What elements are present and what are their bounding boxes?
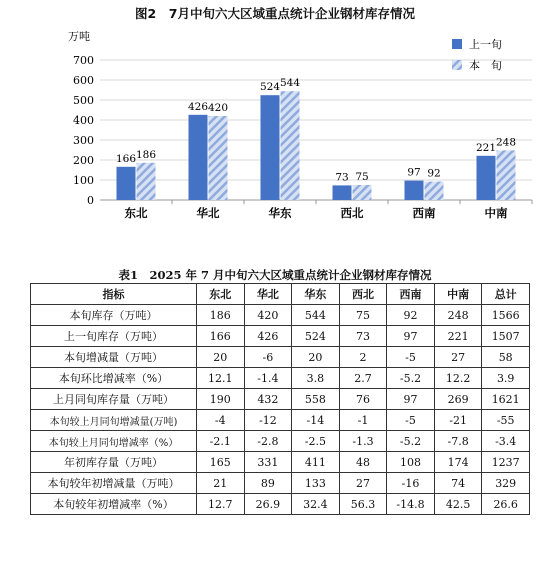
cell-value: 174 bbox=[434, 452, 482, 473]
data-label: 420 bbox=[207, 102, 229, 114]
cell-value: 75 bbox=[339, 305, 387, 326]
cell-value: -12 bbox=[244, 410, 292, 431]
cell-value: 21 bbox=[197, 473, 245, 494]
cell-value: 133 bbox=[292, 473, 340, 494]
table-row bbox=[31, 368, 530, 389]
data-label: 186 bbox=[135, 148, 157, 161]
legend-label-prev: 上一旬 bbox=[469, 38, 502, 51]
row-label: 上月同旬库存量（万吨） bbox=[31, 389, 197, 410]
table-row bbox=[31, 473, 530, 494]
data-label: 544 bbox=[279, 77, 301, 90]
data-label: 426 bbox=[187, 100, 209, 113]
row-label: 本旬环比增减率（%） bbox=[31, 368, 197, 389]
x-tick-label: 东北 bbox=[124, 206, 148, 220]
cell-value: 58 bbox=[482, 347, 530, 368]
cell-value: 3.8 bbox=[292, 368, 340, 389]
cell-value: 74 bbox=[434, 473, 482, 494]
cell-value: 26.6 bbox=[482, 494, 530, 515]
data-label: 248 bbox=[495, 136, 517, 149]
legend-swatch-prev bbox=[452, 39, 462, 49]
cell-value: 42.5 bbox=[434, 494, 482, 515]
legend-swatch-curr bbox=[452, 60, 462, 70]
data-label: 166 bbox=[115, 152, 137, 165]
cell-value: 48 bbox=[339, 452, 387, 473]
cell-value: -14.8 bbox=[387, 494, 435, 515]
cell-value: 12.7 bbox=[197, 494, 245, 515]
cell-value: 544 bbox=[292, 305, 340, 326]
cell-value: 166 bbox=[197, 326, 245, 347]
table-row bbox=[31, 494, 530, 515]
cell-value: 27 bbox=[339, 473, 387, 494]
cell-value: -1.4 bbox=[244, 368, 292, 389]
column-header: 华北 bbox=[244, 284, 292, 305]
cell-value: -1 bbox=[339, 410, 387, 431]
column-header: 指标 bbox=[31, 284, 197, 305]
column-header: 总计 bbox=[482, 284, 530, 305]
figure-title: 图2 7月中旬六大区域重点统计企业钢材库存情况 bbox=[135, 6, 415, 21]
row-label: 上一旬库存（万吨） bbox=[31, 326, 197, 347]
cell-value: 97 bbox=[387, 389, 435, 410]
column-header: 西南 bbox=[387, 284, 435, 305]
cell-value: -5 bbox=[387, 347, 435, 368]
cell-value: 20 bbox=[292, 347, 340, 368]
cell-value: 186 bbox=[197, 305, 245, 326]
x-tick-label: 华北 bbox=[196, 206, 220, 220]
x-tick-label: 华东 bbox=[268, 206, 292, 220]
cell-value: -5.2 bbox=[387, 431, 435, 452]
row-label: 本旬较年初增减量（万吨） bbox=[31, 473, 197, 494]
cell-value: -1.3 bbox=[339, 431, 387, 452]
cell-value: 432 bbox=[244, 389, 292, 410]
column-header: 华东 bbox=[292, 284, 340, 305]
cell-value: 426 bbox=[244, 326, 292, 347]
cell-value: -4 bbox=[197, 410, 245, 431]
table-row bbox=[31, 431, 530, 452]
cell-value: 190 bbox=[197, 389, 245, 410]
table-row bbox=[31, 410, 530, 431]
cell-value: 1566 bbox=[482, 305, 530, 326]
cell-value: 331 bbox=[244, 452, 292, 473]
cell-value: 1621 bbox=[482, 389, 530, 410]
table-title: 表1 2025 年 7 月中旬六大区域重点统计企业钢材库存情况 bbox=[118, 268, 432, 282]
cell-value: 248 bbox=[434, 305, 482, 326]
cell-value: -6 bbox=[244, 347, 292, 368]
column-header: 东北 bbox=[197, 284, 245, 305]
cell-value: 420 bbox=[244, 305, 292, 326]
cell-value: 2.7 bbox=[339, 368, 387, 389]
y-tick-label: 600 bbox=[73, 74, 94, 87]
row-label: 年初库存量（万吨） bbox=[31, 452, 197, 473]
cell-value: -21 bbox=[434, 410, 482, 431]
y-tick-label: 0 bbox=[87, 194, 94, 207]
cell-value: 12.1 bbox=[197, 368, 245, 389]
bar-prev bbox=[261, 95, 280, 200]
data-label: 75 bbox=[355, 171, 369, 183]
cell-value: 108 bbox=[387, 452, 435, 473]
cell-value: 558 bbox=[292, 389, 340, 410]
cell-value: -7.8 bbox=[434, 431, 482, 452]
cell-value: 1507 bbox=[482, 326, 530, 347]
data-label: 92 bbox=[427, 167, 441, 180]
cell-value: 76 bbox=[339, 389, 387, 410]
table-row bbox=[31, 347, 530, 368]
table-header-row bbox=[31, 284, 530, 305]
cell-value: 1237 bbox=[482, 452, 530, 473]
bar-prev bbox=[405, 181, 424, 200]
bar-prev bbox=[117, 167, 136, 200]
cell-value: -3.4 bbox=[482, 431, 530, 452]
cell-value: 411 bbox=[292, 452, 340, 473]
bar-prev bbox=[333, 185, 352, 200]
data-label: 97 bbox=[407, 166, 421, 179]
cell-value: 32.4 bbox=[292, 494, 340, 515]
x-tick-label: 西北 bbox=[340, 206, 364, 220]
cell-value: 524 bbox=[292, 326, 340, 347]
bar-curr bbox=[137, 163, 156, 200]
bar-curr bbox=[209, 116, 228, 200]
table-row bbox=[31, 305, 530, 326]
data-label: 73 bbox=[335, 171, 349, 184]
bar-prev bbox=[189, 115, 208, 200]
column-header: 中南 bbox=[434, 284, 482, 305]
cell-value: 27 bbox=[434, 347, 482, 368]
cell-value: -55 bbox=[482, 410, 530, 431]
cell-value: -2.1 bbox=[197, 431, 245, 452]
bar-chart bbox=[0, 0, 550, 265]
row-label: 本旬较上月同旬增减量(万吨) bbox=[31, 410, 197, 431]
bar-curr bbox=[281, 91, 300, 200]
row-label: 本旬库存（万吨） bbox=[31, 305, 197, 326]
cell-value: 73 bbox=[339, 326, 387, 347]
bar-curr bbox=[425, 182, 444, 200]
y-tick-label: 100 bbox=[73, 174, 94, 187]
x-tick-label: 中南 bbox=[484, 206, 508, 220]
bar-curr bbox=[353, 185, 372, 200]
table-row bbox=[31, 452, 530, 473]
cell-value: 12.2 bbox=[434, 368, 482, 389]
cell-value: 3.9 bbox=[482, 368, 530, 389]
cell-value: -2.5 bbox=[292, 431, 340, 452]
table-row bbox=[31, 389, 530, 410]
cell-value: -5.2 bbox=[387, 368, 435, 389]
data-label: 221 bbox=[475, 141, 497, 154]
y-tick-label: 700 bbox=[73, 54, 94, 67]
y-tick-label: 500 bbox=[73, 94, 94, 107]
cell-value: 269 bbox=[434, 389, 482, 410]
bar-curr bbox=[497, 150, 516, 200]
cell-value: 56.3 bbox=[339, 494, 387, 515]
row-label: 本旬较上月同旬增减率（%） bbox=[31, 431, 197, 452]
table-row bbox=[31, 326, 530, 347]
column-header: 西北 bbox=[339, 284, 387, 305]
cell-value: 26.9 bbox=[244, 494, 292, 515]
row-label: 本旬增减量（万吨） bbox=[31, 347, 197, 368]
cell-value: -5 bbox=[387, 410, 435, 431]
cell-value: -14 bbox=[292, 410, 340, 431]
grid-layer bbox=[100, 60, 532, 204]
cell-value: 89 bbox=[244, 473, 292, 494]
legend bbox=[452, 37, 502, 72]
cell-value: 92 bbox=[387, 305, 435, 326]
y-axis-label: 万吨 bbox=[68, 30, 90, 43]
cell-value: 97 bbox=[387, 326, 435, 347]
inventory-table bbox=[30, 283, 530, 515]
y-tick-label: 400 bbox=[73, 114, 94, 127]
row-label: 本旬较年初增减率（%） bbox=[31, 494, 197, 515]
bar-prev bbox=[477, 156, 496, 200]
cell-value: 2 bbox=[339, 347, 387, 368]
y-tick-label: 200 bbox=[73, 154, 94, 167]
y-tick-label: 300 bbox=[73, 134, 94, 147]
cell-value: 221 bbox=[434, 326, 482, 347]
legend-label-curr: 本 旬 bbox=[469, 59, 502, 72]
cell-value: 329 bbox=[482, 473, 530, 494]
data-label: 524 bbox=[259, 81, 281, 94]
cell-value: -2.8 bbox=[244, 431, 292, 452]
cell-value: 165 bbox=[197, 452, 245, 473]
bar-layer bbox=[117, 91, 516, 200]
cell-value: -16 bbox=[387, 473, 435, 494]
cell-value: 20 bbox=[197, 347, 245, 368]
x-tick-label: 西南 bbox=[412, 206, 436, 220]
